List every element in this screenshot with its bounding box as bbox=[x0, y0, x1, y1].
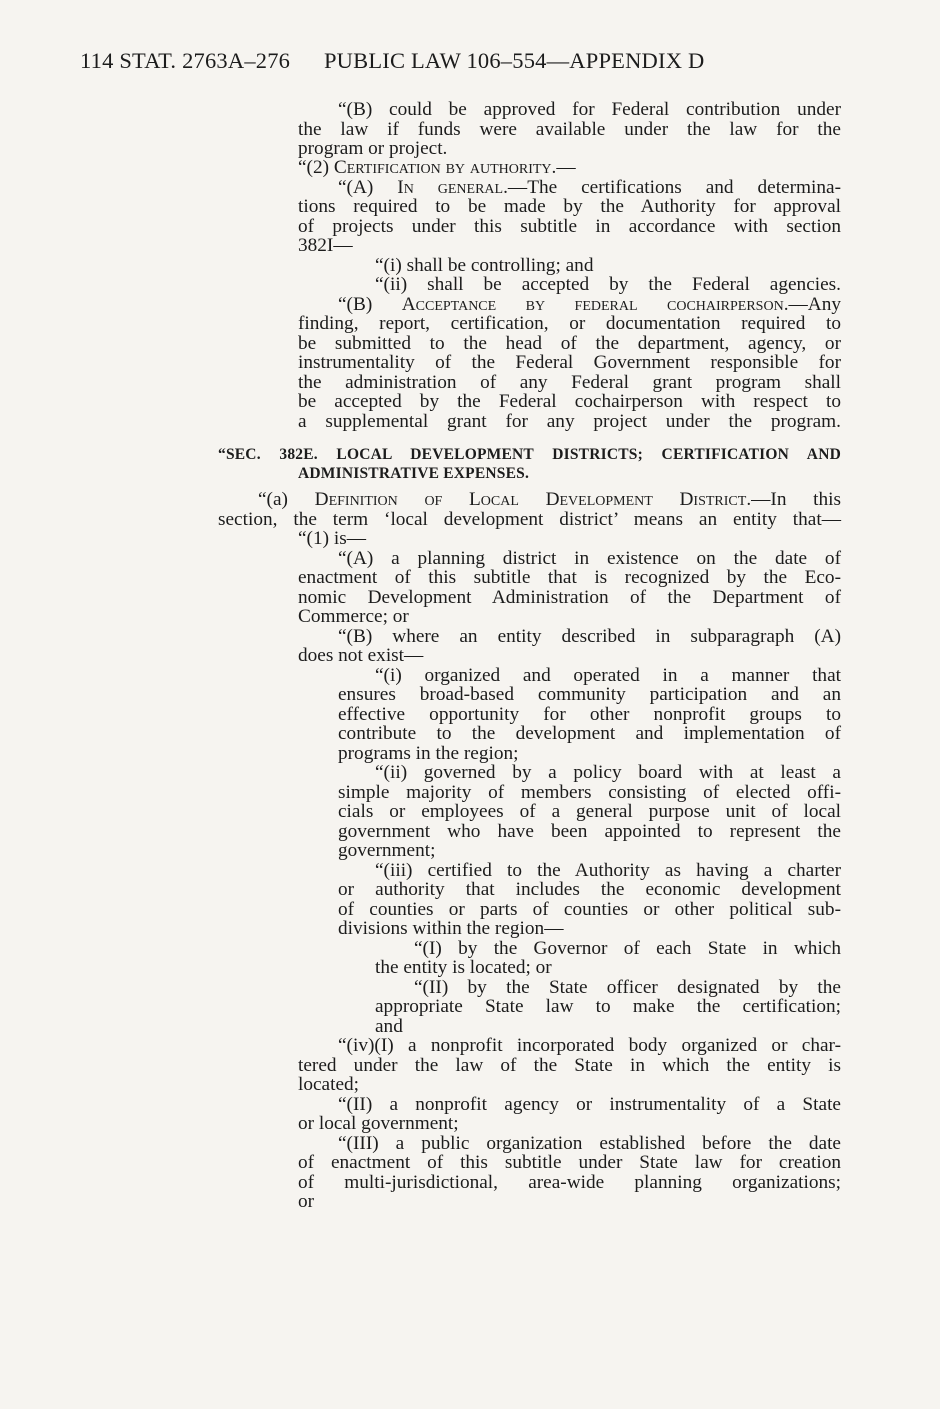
text-line bbox=[298, 529, 841, 549]
text-line bbox=[298, 392, 841, 412]
text-line bbox=[298, 373, 841, 393]
text-line bbox=[375, 763, 841, 783]
text-line-content: the administration of any Federal grant program shall bbox=[298, 372, 841, 393]
text-line bbox=[338, 744, 841, 764]
text-line bbox=[298, 1173, 841, 1193]
text-line bbox=[298, 120, 841, 140]
text-line bbox=[298, 1153, 841, 1173]
section-heading-line bbox=[298, 464, 841, 484]
text-line-content: be accepted by the Federal cochairperson with respect to bbox=[298, 391, 841, 412]
text-line bbox=[375, 997, 841, 1017]
text-line bbox=[298, 1056, 841, 1076]
text-line-content: “(B) bbox=[338, 294, 402, 315]
text-line-content: “(1) is— bbox=[298, 528, 367, 549]
text-line bbox=[338, 549, 841, 569]
text-line-content: program or project. bbox=[298, 138, 448, 159]
text-line bbox=[338, 100, 841, 120]
text-line bbox=[338, 822, 841, 842]
text-line-content: “(ii) governed by a policy board with at least a bbox=[375, 762, 841, 783]
text-line-content: 382I— bbox=[298, 235, 353, 256]
text-line bbox=[375, 1017, 841, 1037]
text-line-content: effective opportunity for other nonprofit groups to bbox=[338, 704, 841, 725]
text-line bbox=[338, 900, 841, 920]
text-line-content: or bbox=[298, 1191, 315, 1212]
text-line-content: of multi-jurisdictional, area-wide planning organizations; bbox=[298, 1172, 841, 1193]
text-line-content: enactment of this subtitle that is recognized by the Eco- bbox=[298, 567, 841, 588]
text-line bbox=[375, 861, 841, 881]
text-line-content: “(a) bbox=[258, 489, 315, 510]
text-line bbox=[298, 158, 841, 178]
text-line-continuation: .— bbox=[551, 157, 576, 178]
text-line-content: be submitted to the head of the department, agency, or bbox=[298, 333, 841, 354]
text-line bbox=[298, 412, 841, 432]
text-line-content: instrumentality of the Federal Government responsible for bbox=[298, 352, 841, 373]
text-line-content: “(A) bbox=[338, 177, 398, 198]
page-header bbox=[80, 48, 704, 74]
text-line bbox=[298, 236, 841, 256]
text-line-content: “(iv)(I) a nonprofit incorporated body organized or char- bbox=[338, 1035, 841, 1056]
text-line-content: “(B) where an entity described in subparagraph (A) bbox=[338, 626, 841, 647]
small-caps-heading: In general bbox=[397, 177, 504, 198]
text-line-content: ADMINISTRATIVE EXPENSES. bbox=[298, 465, 530, 482]
text-line bbox=[338, 1036, 841, 1056]
text-line-content: “(A) a planning district in existence on the date of bbox=[338, 548, 841, 569]
text-line bbox=[338, 802, 841, 822]
text-line bbox=[338, 1095, 841, 1115]
text-line bbox=[375, 666, 841, 686]
text-line-content: appropriate State law to make the certification; bbox=[375, 996, 841, 1017]
text-line bbox=[338, 724, 841, 744]
text-line-continuation: .—Any bbox=[783, 294, 841, 315]
text-line bbox=[298, 588, 841, 608]
text-line-content: “(II) a nonprofit agency or instrumentality of a State bbox=[338, 1094, 841, 1115]
text-line bbox=[298, 607, 841, 627]
small-caps-heading: Acceptance by federal cochairperson bbox=[401, 294, 784, 315]
text-line bbox=[338, 705, 841, 725]
text-line bbox=[375, 275, 841, 295]
text-line-content: tions required to be made by the Authority for approval bbox=[298, 196, 841, 217]
text-line-content: and bbox=[375, 1016, 403, 1037]
text-line-continuation: .—The certifications and determina- bbox=[503, 177, 841, 198]
text-line bbox=[414, 978, 841, 998]
text-line-content: “(i) organized and operated in a manner that bbox=[375, 665, 841, 686]
text-line bbox=[338, 295, 841, 315]
text-line bbox=[375, 958, 841, 978]
text-line bbox=[338, 178, 841, 198]
text-line bbox=[298, 646, 841, 666]
text-line-content: “(i) shall be controlling; and bbox=[375, 255, 594, 276]
text-line-content: “(I) by the Governor of each State in which bbox=[414, 938, 841, 959]
text-line-content: cials or employees of a general purpose unit of local bbox=[338, 801, 841, 822]
section-heading-line bbox=[218, 445, 841, 465]
text-line-content: programs in the region; bbox=[338, 743, 519, 764]
text-line bbox=[298, 314, 841, 334]
text-line bbox=[218, 510, 841, 530]
text-line bbox=[298, 353, 841, 373]
text-line-content: or authority that includes the economic development bbox=[338, 879, 841, 900]
text-line-content: finding, report, certification, or documentation required to bbox=[298, 313, 841, 334]
text-line-content: “(iii) certified to the Authority as having a charter bbox=[375, 860, 841, 881]
small-caps-heading: Certification by authority bbox=[333, 157, 552, 178]
text-line-content: ensures broad-based community participation and an bbox=[338, 684, 841, 705]
text-line-content: of enactment of this subtitle under State law for creation bbox=[298, 1152, 841, 1173]
text-line bbox=[298, 1114, 841, 1134]
text-line bbox=[414, 939, 841, 959]
text-line-content: or local government; bbox=[298, 1113, 459, 1134]
text-line bbox=[338, 783, 841, 803]
text-line bbox=[338, 841, 841, 861]
text-line-content: divisions within the region— bbox=[338, 918, 564, 939]
header-title: PUBLIC LAW 106–554—APPENDIX D bbox=[323, 48, 705, 73]
small-caps-heading: Definition of Local Development District bbox=[314, 489, 747, 510]
text-line-content: tered under the law of the State in which the entity is bbox=[298, 1055, 841, 1076]
text-line bbox=[298, 1075, 841, 1095]
text-line bbox=[375, 256, 841, 276]
text-line-content: section, the term ‘local development district’ means an entity that— bbox=[218, 509, 841, 530]
text-line-content: government who have been appointed to represent the bbox=[338, 821, 841, 842]
text-line-content: Commerce; or bbox=[298, 606, 409, 627]
text-line-content: the entity is located; or bbox=[375, 957, 552, 978]
text-line-content: simple majority of members consisting of elected offi- bbox=[338, 782, 841, 803]
text-line bbox=[298, 197, 841, 217]
text-line-content: of projects under this subtitle in accordance with section bbox=[298, 216, 841, 237]
text-line-content: government; bbox=[338, 840, 436, 861]
text-line bbox=[298, 217, 841, 237]
text-line-content: “(II) by the State officer designated by the bbox=[414, 977, 841, 998]
text-line-content: does not exist— bbox=[298, 645, 424, 666]
text-line bbox=[338, 880, 841, 900]
text-line-content: of counties or parts of counties or other political sub- bbox=[338, 899, 841, 920]
text-line-continuation: .—In this bbox=[746, 489, 842, 510]
text-line bbox=[298, 334, 841, 354]
text-line-content: “(III) a public organization established before the date bbox=[338, 1133, 841, 1154]
text-line-content: a supplemental grant for any project under the program. bbox=[298, 411, 841, 432]
text-line-content: located; bbox=[298, 1074, 360, 1095]
text-line bbox=[338, 919, 841, 939]
text-line-content: the law if funds were available under the law for the bbox=[298, 119, 841, 140]
text-line bbox=[338, 627, 841, 647]
statute-citation: 114 STAT. 2763A–276 bbox=[80, 48, 291, 73]
text-line bbox=[298, 1192, 841, 1212]
text-line-content: “(2) bbox=[298, 157, 334, 178]
text-line bbox=[258, 490, 841, 510]
text-line-content: “(B) could be approved for Federal contribution under bbox=[338, 99, 841, 120]
text-line bbox=[298, 568, 841, 588]
text-line bbox=[298, 139, 841, 159]
text-line-content: “SEC. 382E. LOCAL DEVELOPMENT DISTRICTS; CERTIFICATION AND bbox=[218, 446, 841, 463]
text-line bbox=[338, 1134, 841, 1154]
text-line-content: nomic Development Administration of the Department of bbox=[298, 587, 841, 608]
text-line-content: contribute to the development and implementation of bbox=[338, 723, 841, 744]
text-line bbox=[338, 685, 841, 705]
text-line-content: “(ii) shall be accepted by the Federal agencies. bbox=[375, 274, 841, 295]
